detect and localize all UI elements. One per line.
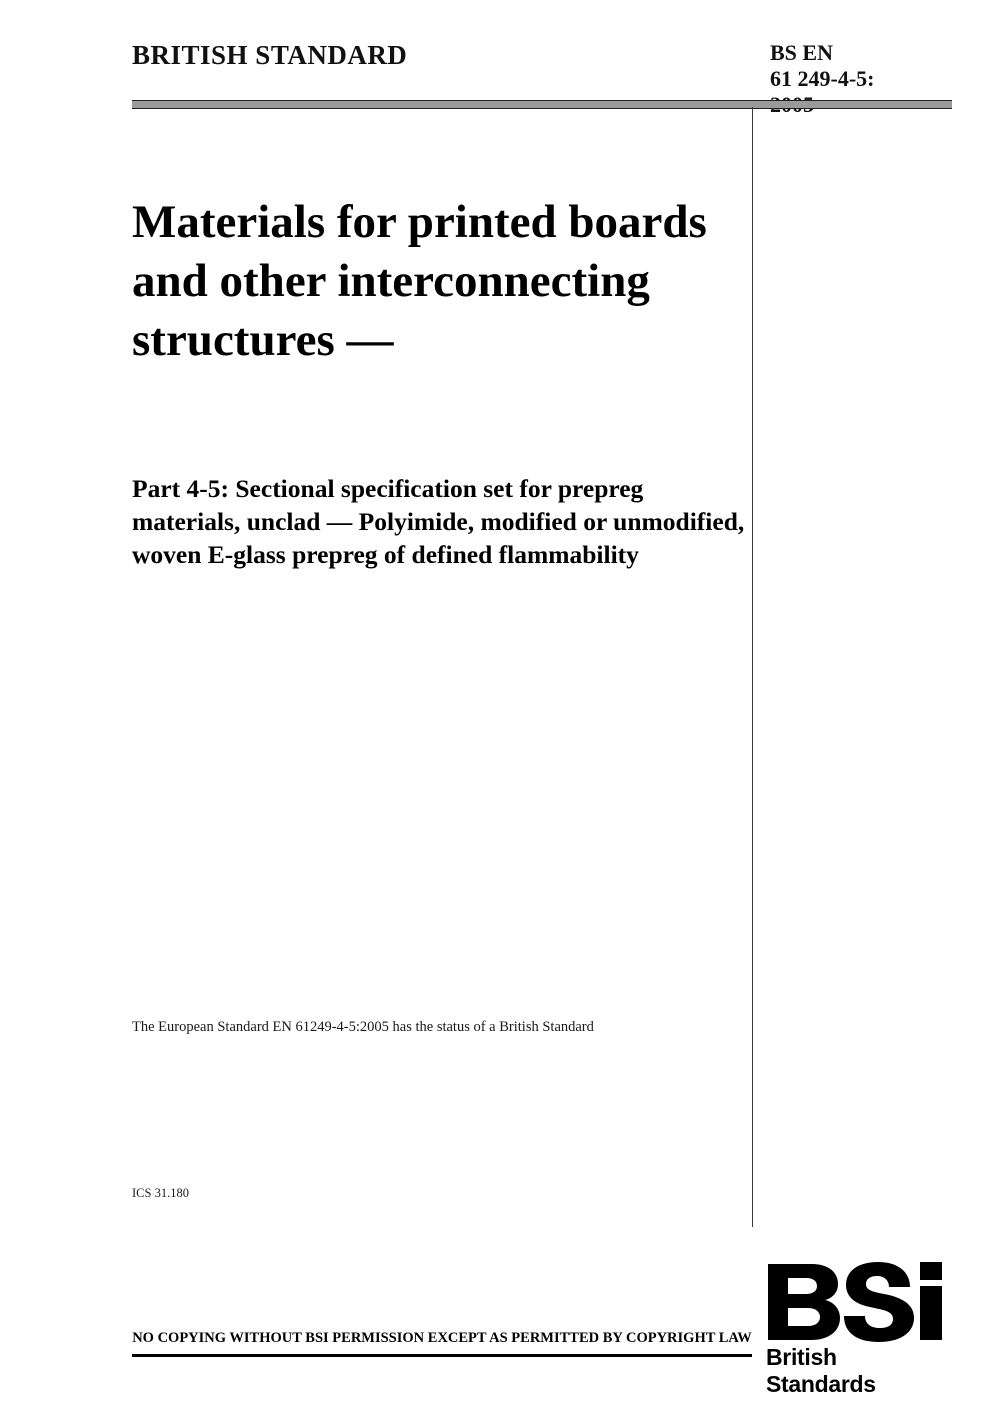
bsi-logo-mark	[766, 1262, 952, 1342]
footer-divider	[132, 1354, 752, 1357]
bsi-logo-wordmark: British Standards	[766, 1344, 876, 1397]
standard-body-label: BRITISH STANDARD	[132, 40, 408, 70]
ics-code: ICS 31.180	[132, 1186, 189, 1200]
page-subtitle: Part 4-5: Sectional specification set for prepreg materials, unclad — Polyimide, modified or unmodified, woven E-glass prepreg of defined flammability	[132, 474, 745, 569]
status-note: The European Standard EN 61249-4-5:2005 has the status of a British Standard	[132, 1019, 594, 1035]
bsi-logo	[766, 1262, 952, 1397]
header-divider	[132, 100, 952, 109]
vertical-divider	[752, 107, 753, 1227]
page-title: Materials for printed boards and other interconnecting structures —	[132, 196, 707, 366]
standard-reference-line-1: BS EN	[770, 40, 833, 65]
standard-reference-line-2: 61 249-4-5:	[770, 66, 875, 91]
footer-copyright-text: NO COPYING WITHOUT BSI PERMISSION EXCEPT AS PERMITTED BY COPYRIGHT LAW	[132, 1330, 752, 1346]
